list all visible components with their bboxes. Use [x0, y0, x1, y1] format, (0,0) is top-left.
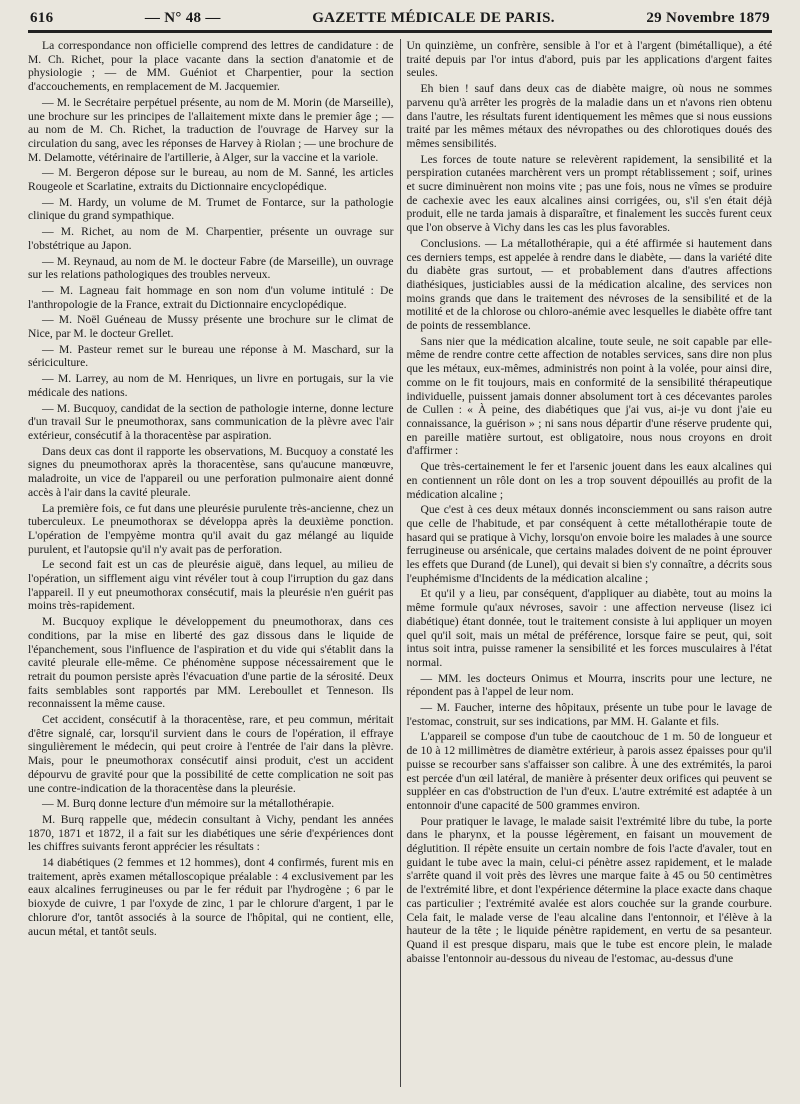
paragraph: M. Bucquoy explique le développement du pneumothorax, dans ces conditions, par la mise en liberté des gaz dissous dans le liquide de l'épanchement, sous l'influence de l'aspiration et du vide qui s'établit dans la cavité pleurale elle-même. Ce phénomène suppose nécessairement que le retrait du poumon persiste après l'évacuation d'une partie de la sérosité. Deux faits semblables sont rapportés par MM. Lereboullet et Tenneson. Ils reconnaissent la même cause. [28, 615, 394, 711]
paragraph: — M. Larrey, au nom de M. Henriques, un livre en portugais, sur la vie médicale des nations. [28, 372, 394, 399]
paragraph: Conclusions. — La métallothérapie, qui a été affirmée si hautement dans ces derniers temps, est appelée à rendre dans le diabète, — dans la variété dite du diabète gras surtout, — et probablement dans d'autres affections diathésiques, justiciables aussi de la médication alcaline, des services non moins grands que dans le traitement des névroses de la sensibilité et de la motilité et de la chlorose ou chloro-anémie avec lesquelles le diabète offre tant de points de ressemblance. [406, 236, 772, 333]
paragraph: Cet accident, consécutif à la thoracentèse, rare, et peu commun, méritait d'être signalé, car, lorsqu'il survient dans le cours de l'opération, il effraye singulièrement le médecin, qui peut croire à l'entrée de l'air dans la plèvre. Mais, pour le pneumothorax consécutif ainsi produit, c'est un accident dépourvu de gravité pour que la possibilité de cette complication ne soit pas une contre-indication de la thoracentèse dans la pleurésie. [28, 713, 394, 795]
paragraph: Et qu'il y a lieu, par conséquent, d'appliquer au diabète, tout au moins la même formule qu'aux névroses, savoir : une affection nerveuse (lisez ici diabétique) étant donnée, tout le traitement consiste à lui appliquer un moyen quel qu'il soit, mais un métal de préférence, lorsque faire se peut, qui, soit intus soit intra, puisse ramener la sensibilité et les forces musculaires à l'état normal. [406, 587, 772, 669]
paragraph: Sans nier que la médication alcaline, toute seule, ne soit capable par elle-même de rendre contre cette affection de notables services, sans dire non plus que les métaux, eux-mêmes, administrés non point à la volée, pour ainsi dire, comme on le fit toujours, mais en conformité de la sensibilité thérapeutique individuelle, puissent jamais donner absolument tort à ces décevantes paroles de Cullen : « À peine, des diabétiques que j'ai vus, ai-je vu dont j'aie eu connaissance, la guérison » ; ni sans nous départir d'une réserve prudente qui, en pareille matière surtout, est obligatoire, nous nous croyons en droit d'affirmer : [406, 334, 772, 458]
columns [22, 39, 778, 1087]
paragraph: — M. Lagneau fait hommage en son nom d'un volume intitulé : De l'anthropologie de la France, extrait du Dictionnaire encyclopédique. [28, 283, 394, 311]
paragraph: — M. Bergeron dépose sur le bureau, au nom de M. Sanné, les articles Rougeole et Scarlatine, extraits du Dictionnaire encyclopédique. [28, 166, 394, 194]
paragraph: Le second fait est un cas de pleurésie aiguë, dans lequel, au milieu de l'opération, un sifflement aigu vint révéler tout à coup l'irruption du gaz dans l'appareil. Il y eut pneumothorax consécutif, mais la pleurésie n'en guérit pas moins très-rapidement. [28, 558, 394, 613]
paragraph: Que très-certainement le fer et l'arsenic jouent dans les eaux alcalines qui en contiennent un rôle dont on les a trop souvent dépouillés au profit de la médication alcaline ; [406, 460, 772, 501]
paragraph: Les forces de toute nature se relevèrent rapidement, la sensibilité et la perspiration cutanées marchèrent vers un prompt rétablissement ; soif, urines et sucre diminuèrent non moins vite ; pas une fois, nous ne vîmes se produire de cachexie avec les eaux alcalines ainsi corrigées, ou, s'il s'en était déjà produit, elle ne tarda jamais à disparaître, et finalement les succès furent ceux que l'on observe à Vichy dans les cas les plus favorables. [406, 152, 772, 235]
left-column [22, 39, 400, 1087]
right-column [400, 39, 779, 1087]
paragraph: — M. Burq donne lecture d'un mémoire sur la métallothérapie. [42, 797, 335, 811]
paragraph: — M. Faucher, interne des hôpitaux, présente un tube pour le lavage de l'estomac, construit, sur ses indications, par MM. H. Galante et fils. [406, 701, 772, 728]
paragraph: — M. Hardy, un volume de M. Trumet de Fontarce, sur la pathologie clinique du grand sympathique. [28, 195, 394, 223]
paragraph: — M. Richet, au nom de M. Charpentier, présente un ouvrage sur l'obstétrique au Japon. [28, 225, 394, 252]
paragraph: Pour pratiquer le lavage, le malade saisit l'extrémité libre du tube, la porte dans le pharynx, et la pousse légèrement, en faisant un mouvement de déglutition. Il répète ensuite un certain nombre de fois l'acte d'avaler, tout en guidant le tube avec la main, celui-ci pénètre assez rapidement, et le malade s'arrête quand il voit près des lèvres une marque faite à 45 ou 50 centimètres de l'extrémité libre, et dont l'expérience détermine la place exacte dans chaque cas particulier ; l'extrémité avalée est alors couchée sur la grande courbure. Cela fait, le malade verse de l'eau alcaline dans l'entonnoir, et l'élève à la hauteur de la tête ; le liquide pénètre rapidement, en vertu de sa pesanteur. Quand il est presque disparu, mais que le tube est encore plein, le malade abaisse l'entonnoir au-dessous du niveau de l'estomac, au-dessus d'une [406, 814, 772, 965]
paragraph: — M. Pasteur remet sur le bureau une réponse à M. Maschard, sur la sériciculture. [28, 342, 394, 370]
issue-number: — N° 48 — [144, 10, 221, 26]
header-rule [28, 30, 772, 33]
paragraph: — MM. les docteurs Onimus et Mourra, inscrits pour une lecture, ne répondent pas à l'appel de leur nom. [406, 671, 772, 699]
page-number: 616 [30, 10, 54, 26]
paragraph: — M. Bucquoy, candidat de la section de pathologie interne, donne lecture d'un travail Sur le pneumothorax, sans communication de la plèvre avec l'air extérieur, consécutif à la thoracentèse par aspiration. [28, 401, 394, 442]
paragraph: M. Burq rappelle que, médecin consultant à Vichy, pendant les années 1870, 1871 et 1872, il a fait sur les diabétiques une série d'expériences dont les chiffres suivants feront apprécier les résultats : [28, 812, 394, 854]
paragraph: La première fois, ce fut dans une pleurésie purulente très-ancienne, chez un tuberculeux. Le pneumothorax se développa après la deuxième ponction. L'opération de l'empyème montra qu'il avait du gaz mélangé au liquide purulent, et l'autopsie qu'il n'y avait pas de perforation. [28, 501, 394, 556]
paragraph: Un quinzième, un confrère, sensible à l'or et à l'argent (bimétallique), a été traité depuis par l'or intus d'abord, puis par les applications d'argent faites seules. [406, 39, 772, 80]
paragraph: Dans deux cas dont il rapporte les observations, M. Bucquoy a constaté les signes du pneumothorax après la thoracentèse, sans qu'aucune manœuvre, maladroite, un vice de l'appareil ou une perforation pulmonaire aient donné accès à l'air dans la cavité pleurale. [28, 444, 394, 499]
paragraph: — M. le Secrétaire perpétuel présente, au nom de M. Morin (de Marseille), une brochure sur les principes de l'allaitement mixte dans le premier âge ; — au nom de M. Ch. Richet, la traduction de l'ouvrage de Harvey sur la circulation du sang, avec les réponses de Harvey à Riolan ; — une brochure de M. Delamotte, vétérinaire de l'artillerie, à Alger, sur la vaccine et la variole. [28, 95, 394, 164]
paragraph: 14 diabétiques (2 femmes et 12 hommes), dont 4 confirmés, furent mis en traitement, après examen métalloscopique préalable : 4 exclusivement par les eaux alcalines ferrugineuses ou par le fer réduit par l'hydrogène ; 6 par le bioxyde de cuivre, 1 par l'oxyde de zinc, 1 par le chlorure d'argent, 1 par le chlorure d'or, tantôt associés à la source de l'hôpital, qui ne contient, elle, aucun métal, et tantôt seuls. [28, 856, 394, 938]
running-head [22, 10, 778, 30]
paragraph: Eh bien ! sauf dans deux cas de diabète maigre, où nous ne sommes parvenu qu'à arrêter les progrès de la maladie dans un et n'avons rien obtenu dans l'autre, les résultats furent identiquement les mêmes que si nous eussions traité par les mêmes métaux des névropathes ou des chlorotiques doués des mêmes sensibilités. [406, 82, 772, 150]
paragraph: La correspondance non officielle comprend des lettres de candidature : de M. Ch. Richet, pour la place vacante dans la section d'anatomie et de physiologie ; — de MM. Guéniot et Charpentier, pour la section d'accouchements, en remplacement de M. Jacquemier. [28, 39, 394, 94]
paragraph: L'appareil se compose d'un tube de caoutchouc de 1 m. 50 de longueur et de 10 à 12 millimètres de diamètre extérieur, à parois assez épaisses pour qu'il puisse se recourber sans s'affaisser son calibre. À une des extrémités, la paroi est percée d'un œil latéral, de manière à présenter deux orifices qui peuvent se suppléer en cas d'obstruction de l'un d'eux. L'autre extrémité est adaptée à un entonnoir d'une capacité de 500 grammes environ. [406, 730, 772, 812]
paragraph: Que c'est à ces deux métaux donnés inconsciemment ou sans raison autre que celle de l'habitude, et par conséquent à cette métallothérapie toute de hasard qui se pratique à Vichy, lorsqu'on envoie boire les malades à une source ferrugineuse ou arsénicale, que certains malades doivent de ne point éprouver les effets que Durand (de Lunel), qui devait si bien s'y connaître, a décrits sous l'euphémisme d'Incidents de la médication alcaline ; [406, 503, 773, 585]
journal-title: GAZETTE MÉDICALE DE PARIS. [312, 10, 555, 26]
paragraph: — M. Noël Guéneau de Mussy présente une brochure sur le climat de Nice, par M. le docteur Grellet. [28, 313, 394, 341]
issue-date: 29 Novembre 1879 [646, 10, 770, 26]
paragraph: — M. Reynaud, au nom de M. le docteur Fabre (de Marseille), un ouvrage sur les relations pathologiques des troubles nerveux. [28, 254, 394, 282]
